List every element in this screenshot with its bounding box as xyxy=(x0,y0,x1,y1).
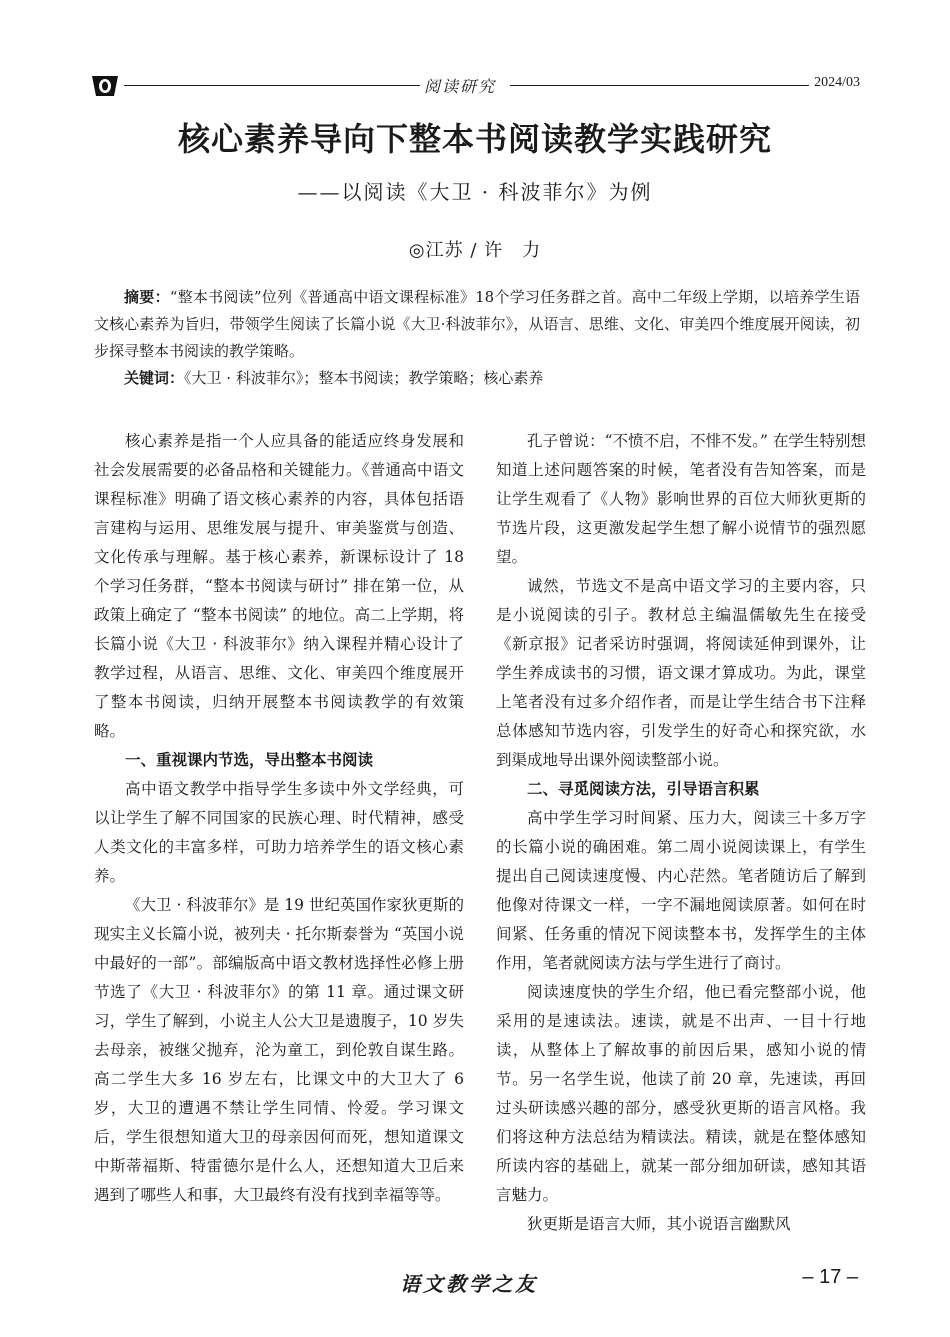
issue-number: 2024/03 xyxy=(809,75,860,91)
page-header xyxy=(90,70,860,100)
article-author: ◎江苏 / 许 力 xyxy=(408,240,542,261)
body-paragraph: 诚然，节选文不是高中语文学习的主要内容，只是小说阅读的引子。教材总主编温儒敏先生在接受《新京报》记者采访时强调，将阅读延伸到课外，让学生养成读书的习惯，语文课才算成功。为此，课堂上笔者没有过多介绍作者，而是让学生结合书下注释总体感知节选内容，引发学生的好奇心和探究欲，水到渠成地导出课外阅读整部小说。 xyxy=(496,577,866,769)
abstract-label: 摘要： xyxy=(124,288,170,306)
article-title: 核心素养导向下整本书阅读教学实践研究 xyxy=(177,120,772,158)
keywords-paragraph xyxy=(94,365,860,392)
abstract-block xyxy=(94,284,860,392)
column-name: 阅读研究 xyxy=(420,74,500,97)
body-paragraph: 核心素养是指一个人应具备的能适应终身发展和社会发展需要的必备品格和关键能力。《普通高中语文课程标准》明确了语文核心素养的内容，具体包括语言建构与运用、思维发展与提升、审美鉴赏与创造、文化传承与理解。基于核心素养，新课标设计了 18 个学习任务群，“整本书阅读与研讨” 排在第一位，从政策上确定了 “整本书阅读” 的地位。高二上学期，将长篇小说《大卫 · 科波菲尔》纳入课程并精心设计了教学过程，从语言、思维、文化、审美四个维度展开了整本书阅读，归纳开展整本书阅读教学的有效策略。 xyxy=(94,432,464,740)
body-paragraph: 阅读速度快的学生介绍，他已看完整部小说，他采用的是速读法。速读，就是不出声、一目十行地读，从整体上了解故事的前因后果，感知小说的情节。另一名学生说，他读了前 20 章，先速读，再回过头研读感兴趣的部分，感受狄更斯的语言风格。我们将这种方法总结为精读法。精读，就是在整体感知所读内容的基础上，就某一部分细加研读，感知其语言魅力。 xyxy=(496,983,866,1204)
article-subtitle: ——以阅读《大卫 · 科波菲尔》为例 xyxy=(297,180,653,204)
body-paragraph: 《大卫 · 科波菲尔》是 19 世纪英国作家狄更斯的现实主义长篇小说，被列夫 · 托尔斯泰誉为 “英国小说中最好的一部”。部编版高中语文教材选择性必修上册节选了《大卫 · 科波菲尔》的第 11 章。通过课文研习，学生了解到，小说主人公大卫是遗腹子，10 岁失去母亲，被继父抛弃，沦为童工，到伦敦自谋生路。高二学生大多 16 岁左右，比课文中的大卫大了 6 岁，大卫的遭遇不禁让学生同情、怜爱。学习课文后，学生很想知道大卫的母亲因何而死，想知道课文中斯蒂福斯、特雷德尔是什么人，还想知道大卫后来遇到了哪些人和事，大卫最终有没有找到幸福等等。 xyxy=(94,896,464,1204)
section-heading-1: 一、重视课内节选，导出整本书阅读 xyxy=(125,751,374,769)
left-column xyxy=(94,427,464,1210)
body-paragraph: 高中语文教学中指导学生多读中外文学经典，可以让学生了解不同国家的民族心理、时代精神，感受人类文化的丰富多样，可助力培养学生的语文核心素养。 xyxy=(94,780,464,885)
section-heading-2: 二、寻觅阅读方法，引导语言积累 xyxy=(527,780,760,798)
keywords-text: 《大卫 · 科波菲尔》；整本书阅读；教学策略；核心素养 xyxy=(184,369,544,387)
page-number: – 17 – xyxy=(802,1266,858,1288)
abstract-paragraph xyxy=(94,284,860,365)
body-paragraph: 狄更斯是语言大师，其小说语言幽默风 xyxy=(527,1215,791,1233)
header-rule-left xyxy=(124,85,424,86)
journal-name: 语文教学之友 xyxy=(400,1272,538,1296)
journal-logo-icon xyxy=(90,72,120,98)
body-paragraph: 高中学生学习时间紧、压力大，阅读三十多万字的长篇小说的确困难。第二周小说阅读课上，有学生提出自己阅读速度慢、内心茫然。笔者随访后了解到他像对待课文一样，一字不漏地阅读原著。如何在时间紧、任务重的情况下阅读整本书，发挥学生的主体作用，笔者就阅读方法与学生进行了商讨。 xyxy=(496,809,866,972)
abstract-text: “整本书阅读”位列《普通高中语文课程标准》18个学习任务群之首。高中二年级上学期，以培养学生语文核心素养为旨归，带领学生阅读了长篇小说《大卫·科波菲尔》，从语言、思维、文化、审美四个维度展开阅读，初步探寻整本书阅读的教学策略。 xyxy=(94,288,860,360)
right-column xyxy=(496,427,866,1239)
body-paragraph: 孔子曾说：“不愤不启，不悱不发。” 在学生特别想知道上述问题答案的时候，笔者没有告知答案，而是让学生观看了《人物》影响世界的百位大师狄更斯的节选片段，这更激发起学生想了解小说情节的强烈愿望。 xyxy=(496,432,866,566)
header-rule-right xyxy=(510,85,810,86)
keywords-label: 关键词： xyxy=(124,369,185,387)
